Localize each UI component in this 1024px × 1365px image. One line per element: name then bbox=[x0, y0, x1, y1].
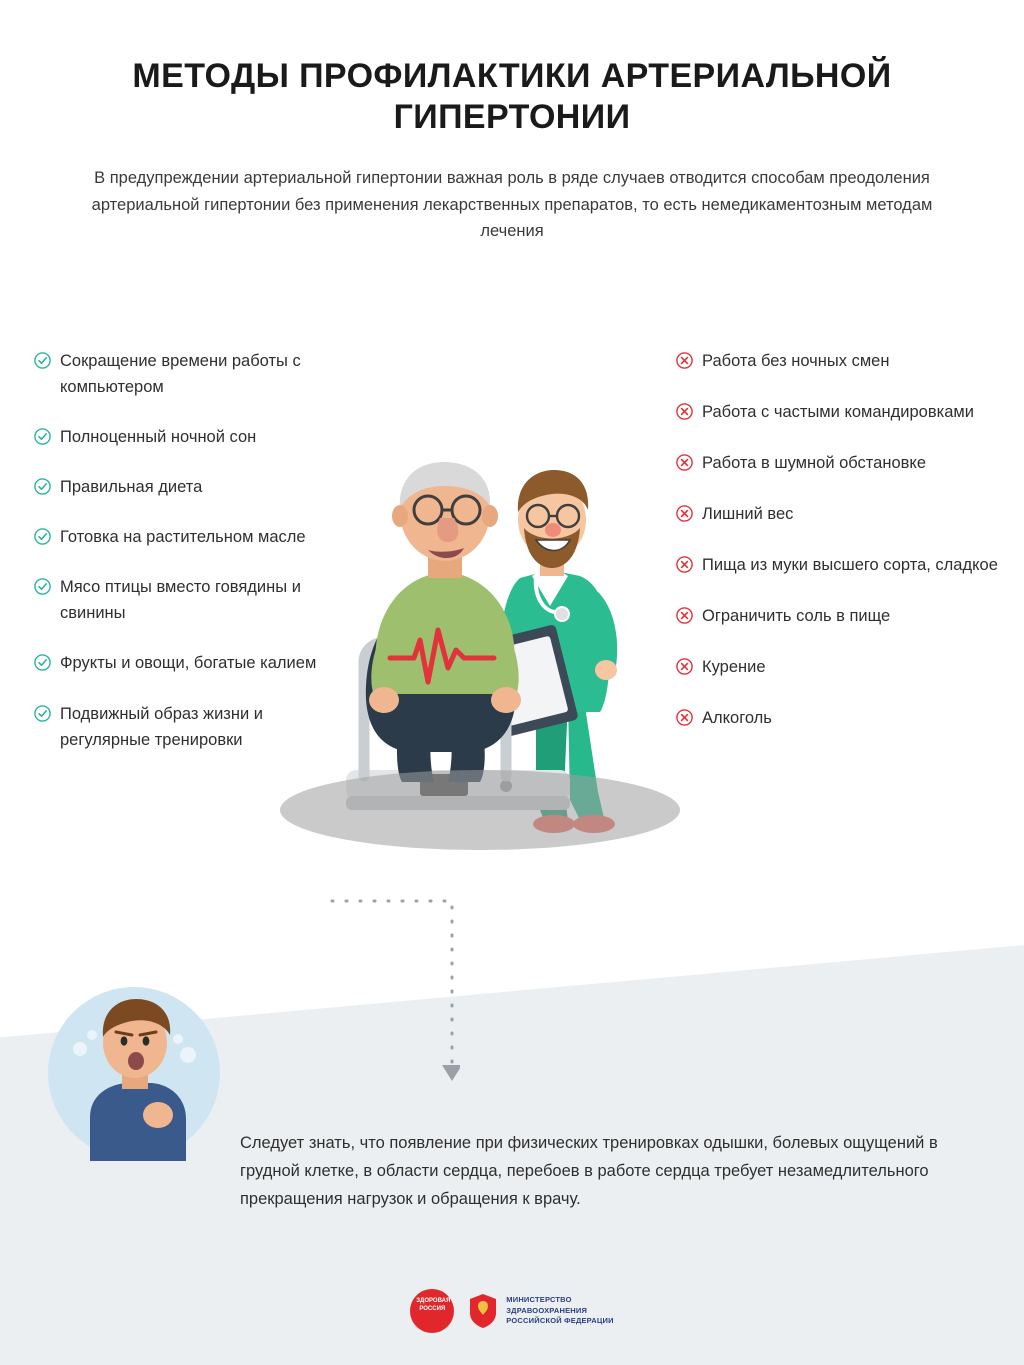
list-item-label: Фрукты и овощи, богатые калием bbox=[60, 654, 317, 673]
list-item bbox=[676, 399, 1006, 425]
list-item-label: Алкоголь bbox=[702, 709, 772, 728]
patient-on-treadmill-with-doctor-illustration bbox=[268, 400, 688, 870]
footer-logos bbox=[0, 1289, 1024, 1333]
header bbox=[60, 56, 964, 245]
double-headed-eagle-emblem-icon bbox=[468, 1293, 498, 1329]
list-item bbox=[676, 348, 1006, 374]
check-circle-icon bbox=[34, 578, 51, 595]
list-item-label: Лишний вес bbox=[702, 505, 794, 524]
ministry-line-1: МИНИСТЕРСТВО bbox=[506, 1294, 572, 1304]
check-circle-icon bbox=[34, 654, 51, 671]
avoid-list bbox=[676, 348, 1006, 757]
list-item-label: Правильная диета bbox=[60, 478, 203, 497]
list-item-label: Сокращение времени работы с компьютером bbox=[60, 352, 301, 397]
list-item-label: Подвижный образ жизни и регулярные тренировки bbox=[60, 704, 263, 749]
ministry-line-3: РОССИЙСКОЙ ФЕДЕРАЦИИ bbox=[506, 1316, 614, 1326]
ministry-logo bbox=[468, 1293, 613, 1329]
healthy-russia-logo bbox=[410, 1289, 454, 1333]
list-item-label: Работа с частыми командировками bbox=[702, 403, 974, 422]
list-item bbox=[34, 348, 334, 400]
list-item-label: Полноценный ночной сон bbox=[60, 428, 257, 447]
list-item-label: Мясо птицы вместо говядины и свинины bbox=[60, 578, 301, 623]
list-item bbox=[676, 705, 1006, 731]
ministry-line-2: ЗДРАВООХРАНЕНИЯ bbox=[506, 1305, 588, 1315]
healthy-russia-logo-text: ЗДОРОВАЯ РОССИЯ bbox=[416, 1298, 451, 1312]
check-circle-icon bbox=[34, 352, 51, 369]
list-item-label: Ограничить соль в пище bbox=[702, 607, 891, 626]
page-subtitle: В предупреждении артериальной гипертонии важная роль в ряде случаев отводится способам преодоления артериальной гипертонии без применения лекарственных препаратов, то есть немедикаментозным методам лечения bbox=[91, 168, 933, 241]
check-circle-icon bbox=[34, 528, 51, 545]
floor-shadow bbox=[280, 770, 680, 850]
list-item-label: Работа без ночных смен bbox=[702, 352, 890, 370]
list-item-label: Пища из муки высшего сорта, сладкое bbox=[702, 556, 998, 575]
man-with-chest-pain-illustration bbox=[46, 985, 222, 1161]
list-item bbox=[676, 552, 1006, 578]
list-item-label: Работа в шумной обстановке bbox=[702, 454, 926, 473]
ministry-logo-text bbox=[506, 1295, 613, 1328]
list-item-label: Курение bbox=[702, 658, 766, 677]
check-circle-icon bbox=[34, 478, 51, 495]
list-item-label: Готовка на растительном масле bbox=[60, 528, 306, 547]
list-item bbox=[676, 501, 1006, 527]
dotted-connector bbox=[330, 895, 460, 1095]
check-circle-icon bbox=[34, 428, 51, 445]
list-item bbox=[676, 450, 1006, 476]
cross-circle-icon bbox=[676, 352, 693, 369]
check-circle-icon bbox=[34, 705, 51, 722]
list-item bbox=[676, 654, 1006, 680]
list-item bbox=[676, 603, 1006, 629]
warning-note: Следует знать, что появление при физических тренировках одышки, болевых ощущений в грудной клетке, в области сердца, перебоев в работе сердца требует незамедлительного прекращения нагрузок и обращения к врачу. bbox=[240, 1133, 938, 1209]
page-title: МЕТОДЫ ПРОФИЛАКТИКИ АРТЕРИАЛЬНОЙ ГИПЕРТОНИИ bbox=[132, 57, 892, 137]
